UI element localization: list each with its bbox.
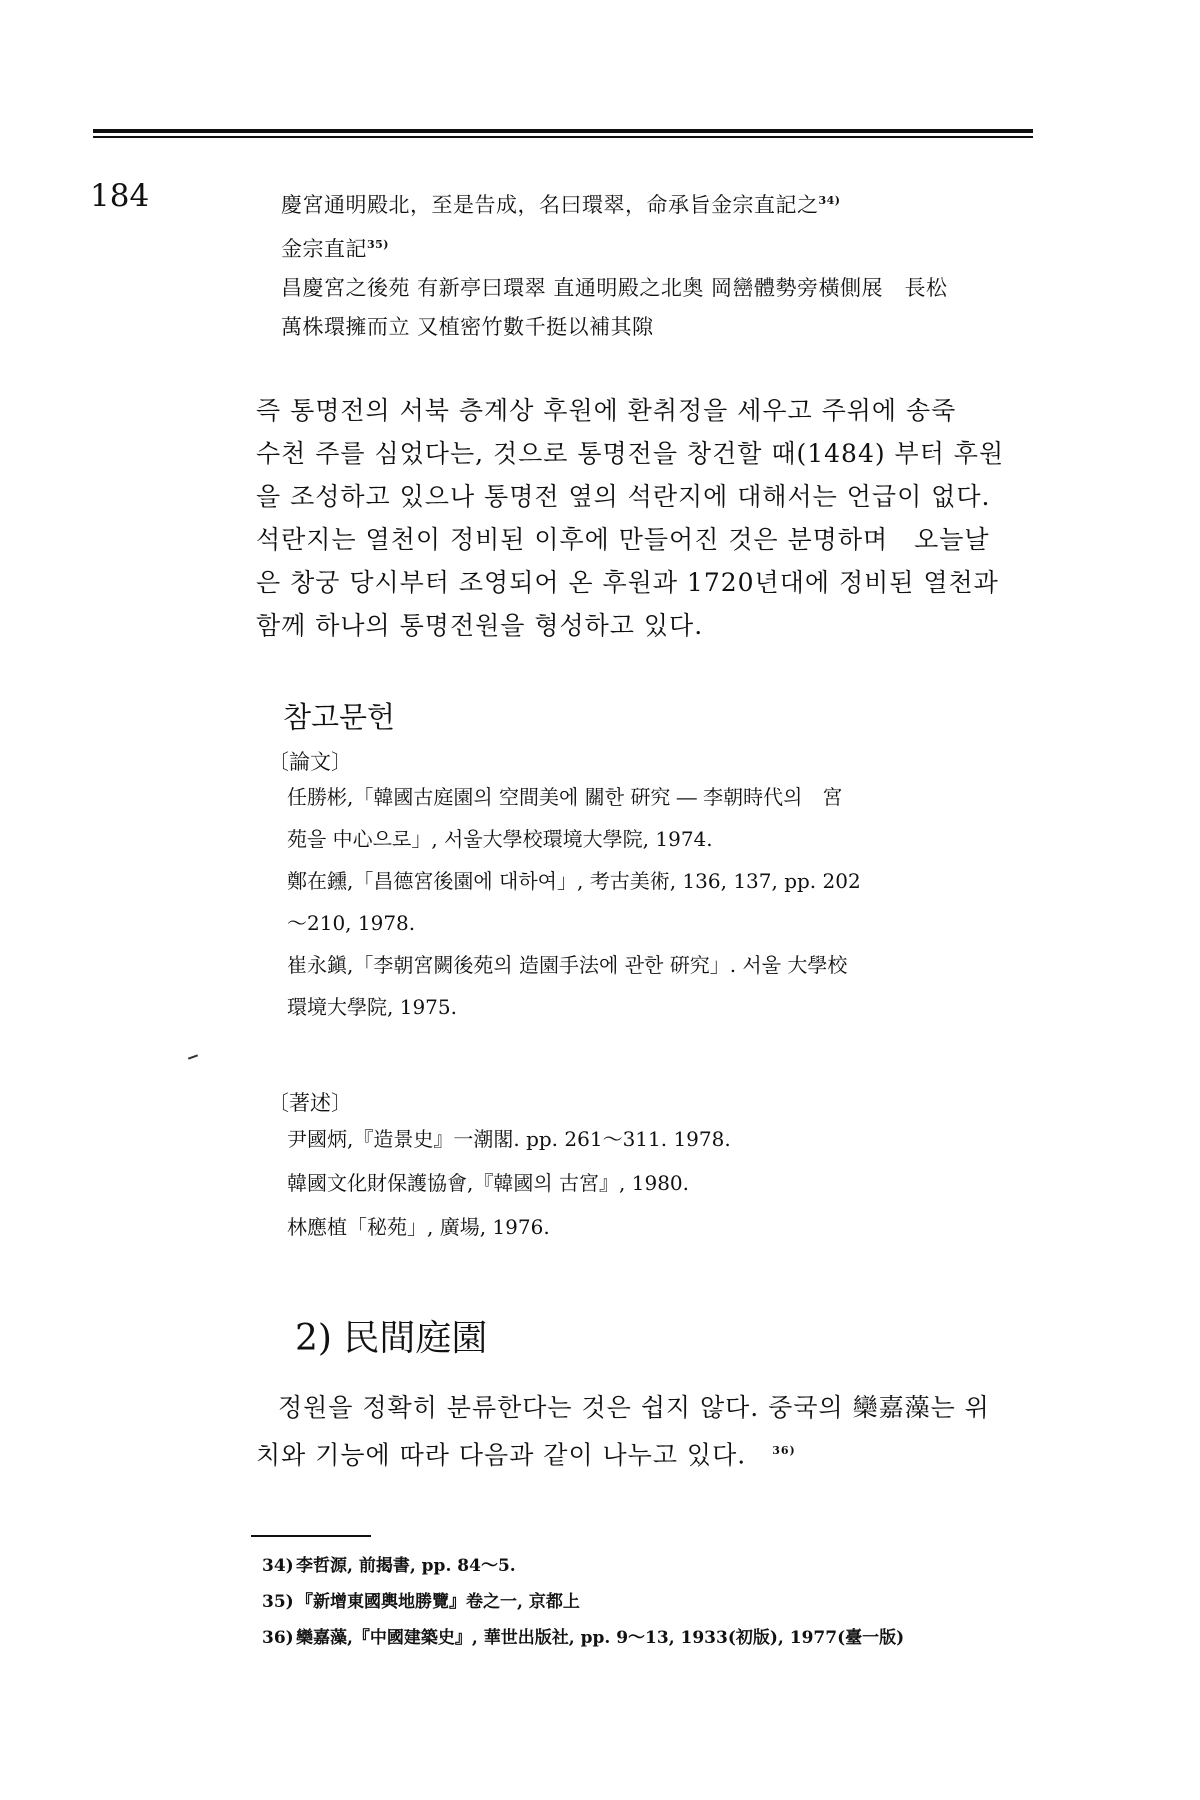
reference-line: 鄭在鑂,「昌德宮後園에 대하여」, 考古美術, 136, 137, pp. 202 [287,869,861,893]
page-number: 184 [90,178,150,214]
paragraph-line: 함께 하나의 통명전원을 형성하고 있다. [256,611,704,640]
references-papers [268,746,1028,1028]
references-books [268,1087,1028,1249]
reference-line: 任勝彬,「韓國古庭園의 空間美에 關한 硏究 ― 李朝時代의 宮 [287,785,843,809]
classical-chinese-quote [281,181,1041,347]
papers-label: 〔論文〕 [268,750,352,774]
footnotes [262,1548,904,1656]
paragraph-line: 수천 주를 심었다는, 것으로 통명전을 창건할 때(1484) 부터 후원 [256,439,1005,468]
section-paragraph [256,1386,1038,1476]
reference-line: 苑을 中心으로」, 서울大學校環境大學院, 1974. [287,827,713,851]
paragraph-line: 석란지는 열천이 정비된 이후에 만들어진 것은 분명하며 오늘날 [256,525,990,554]
books-label: 〔著述〕 [268,1091,352,1115]
reference-line: 韓國文化財保護協會,『韓國의 古宮』, 1980. [287,1171,690,1195]
scan-speck [188,1054,198,1059]
footnote-ref: 35) [367,238,390,251]
section-title: 民間庭園 [343,1318,488,1359]
paragraph-line: 즉 통명전의 서북 층계상 후원에 환취정을 세우고 주위에 송죽 [256,396,957,425]
book-list [268,1117,1028,1249]
footnote-ref: 36) [772,1444,796,1457]
reference-line: ～210, 1978. [287,911,416,935]
section-heading [295,1310,487,1361]
reference-line: 環境大學院, 1975. [287,995,457,1019]
footnote-item: 36) 欒嘉藻,『中國建築史』, 華世出版社, pp. 9～13, 1933(初版), 1977(臺一版) [262,1628,905,1648]
paragraph-line: 은 창궁 당시부터 조영되어 온 후원과 1720년대에 정비된 열천과 [256,568,999,597]
quote-line: 萬株環擁而立 又植密竹數千挺以補其隙 [281,315,654,339]
paragraph-line: 을 조성하고 있으나 통명전 옆의 석란지에 대해서는 언급이 없다. [256,482,991,511]
references-heading: 참고문헌 [283,700,396,734]
footnote-item: 35) 『新增東國輿地勝覽』卷之一, 京都上 [262,1592,580,1612]
reference-line: 尹國炳,『造景史』一潮閣. pp. 261～311. 1978. [287,1127,731,1151]
footnote-ref: 34) [818,194,841,207]
paragraph-line: 치와 기능에 따라 다음과 같이 나누고 있다. $^{36)}$ [256,1440,796,1470]
section-number: 2) [295,1318,332,1359]
quote-line: 慶宮通明殿北，至是告成，名曰環翠，命承旨金宗直記之$^{34)}$ [281,193,841,217]
reference-line: 崔永鎭,「李朝宮闕後苑의 造園手法에 관한 硏究」. 서울 大學校 [287,953,848,977]
footnote-rule [251,1535,371,1537]
paragraph-line: 정원을 정확히 분류한다는 것은 쉽지 않다. 중국의 欒嘉藻는 위 [278,1393,990,1422]
footnote-item: 34) 李哲源, 前揭書, pp. 84～5. [262,1556,516,1576]
quote-line: 金宗直記$^{35)}$ [281,237,390,261]
header-rule-thin [93,136,1033,138]
body-paragraph [256,389,1036,647]
header-rule-thick [93,129,1033,133]
quote-line: 昌慶宮之後苑 有新亭曰環翠 直通明殿之北奥 岡巒體勢旁橫側展 長松 [281,276,948,300]
reference-line: 林應植「秘苑」, 廣場, 1976. [287,1215,550,1239]
paper-list [268,776,1028,1028]
